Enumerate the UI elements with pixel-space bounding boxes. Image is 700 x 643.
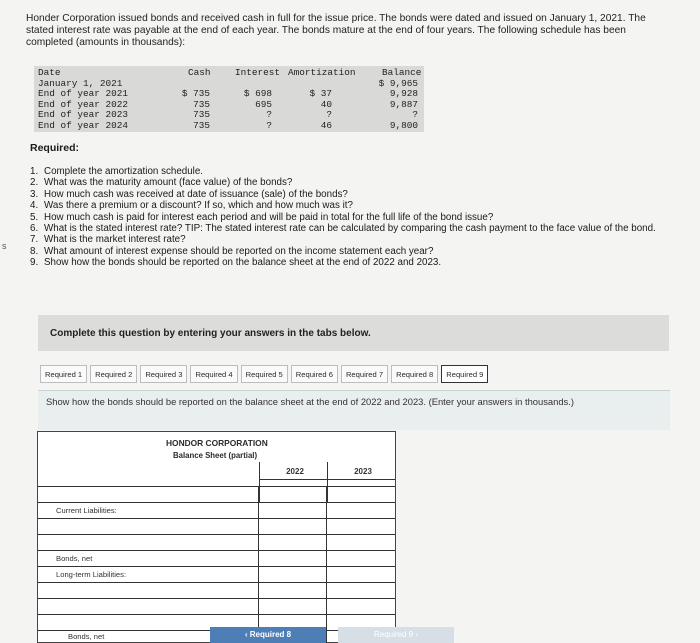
cell-2023[interactable] bbox=[328, 599, 395, 614]
amount-2023-input[interactable] bbox=[328, 584, 395, 599]
amount-2023-input[interactable] bbox=[328, 536, 395, 551]
year-2022-header: 2022 bbox=[286, 467, 304, 476]
required-item: 9. Show how the bonds should be reported on the balance sheet at the end of 2022 and 2023. bbox=[30, 257, 442, 269]
schedule-balance-header: Balance bbox=[382, 67, 422, 78]
table-row bbox=[38, 598, 395, 614]
cell-2022[interactable] bbox=[260, 599, 327, 614]
table-row bbox=[38, 566, 395, 582]
cell-2023[interactable] bbox=[328, 503, 395, 518]
required-heading: Required: bbox=[30, 142, 80, 154]
required-item: 6. What is the stated interest rate? TIP: The stated interest rate can be calculated by comparing the cash payment to the face value of the bond. bbox=[30, 223, 656, 235]
tab-required-5[interactable]: Required 5 bbox=[241, 365, 288, 383]
tab-required-3[interactable]: Required 3 bbox=[140, 365, 187, 383]
header-divider bbox=[259, 479, 395, 480]
amount-2023-input[interactable] bbox=[328, 552, 395, 567]
question-instruction: Show how the bonds should be reported on the balance sheet at the end of 2022 and 2023. (Enter your answers in thousands.) bbox=[46, 396, 574, 407]
cell-2022[interactable] bbox=[260, 519, 327, 534]
question-panel bbox=[38, 390, 670, 430]
table-row bbox=[38, 486, 395, 502]
schedule-amortization-column: $ 37 40 ? 46 bbox=[309, 88, 332, 131]
amount-2022-input[interactable] bbox=[260, 552, 326, 567]
statement-title: Balance Sheet (partial) bbox=[173, 451, 258, 460]
table-row bbox=[38, 534, 395, 550]
tab-required-2[interactable]: Required 2 bbox=[90, 365, 137, 383]
cell-2023[interactable] bbox=[328, 519, 395, 534]
cell-2022[interactable] bbox=[260, 503, 327, 518]
tab-required-6[interactable]: Required 6 bbox=[291, 365, 338, 383]
required-item: 1. Complete the amortization schedule. bbox=[30, 166, 204, 177]
schedule-cash-column: $ 735 735 735 735 bbox=[181, 88, 210, 131]
amount-2022-input[interactable] bbox=[260, 504, 326, 519]
tab-required-7[interactable]: Required 7 bbox=[341, 365, 388, 383]
required-item: 3. How much cash was received at date of issuance (sale) of the bonds? bbox=[30, 188, 348, 200]
schedule-balance-column: $ 9,965 9,928 9,887 ? 9,800 bbox=[378, 77, 418, 131]
amount-2023-input[interactable] bbox=[328, 488, 395, 503]
cell-2023[interactable] bbox=[328, 487, 395, 502]
required-item: 7. What is the market interest rate? bbox=[30, 234, 186, 246]
row-label[interactable] bbox=[38, 519, 259, 534]
chevron-right-icon: › bbox=[413, 630, 419, 639]
cell-2022[interactable] bbox=[260, 487, 327, 502]
row-label: Bonds, net bbox=[38, 631, 259, 643]
required-item: 4. Was there a premium or a discount? If so, which and how much was it? bbox=[30, 200, 353, 212]
banner-text: Complete this question by entering your answers in the tabs below. bbox=[50, 328, 371, 339]
cell-2022[interactable] bbox=[260, 535, 327, 550]
row-label: Bonds, net bbox=[38, 551, 259, 566]
balance-sheet-table bbox=[37, 431, 396, 643]
amount-2022-input[interactable] bbox=[260, 568, 326, 583]
table-row bbox=[38, 582, 395, 598]
schedule-cash-header: Cash bbox=[188, 67, 211, 78]
amount-2022-input[interactable] bbox=[260, 536, 326, 551]
instructions-banner bbox=[38, 315, 669, 351]
row-label[interactable] bbox=[38, 583, 259, 598]
row-label[interactable] bbox=[38, 535, 259, 550]
next-label: Required 9 bbox=[373, 630, 414, 639]
tab-required-8[interactable]: Required 8 bbox=[391, 365, 438, 383]
side-mark: s bbox=[2, 241, 7, 251]
cell-2022[interactable] bbox=[260, 583, 327, 598]
cell-2022[interactable] bbox=[260, 567, 327, 582]
previous-required-button[interactable] bbox=[210, 627, 326, 643]
amount-2023-input[interactable] bbox=[328, 600, 395, 615]
amount-2022-input[interactable] bbox=[260, 520, 326, 535]
schedule-interest-header: Interest bbox=[235, 67, 281, 78]
amount-2022-input[interactable] bbox=[260, 584, 326, 599]
table-row bbox=[38, 518, 395, 534]
row-label[interactable] bbox=[38, 487, 259, 502]
required-item: 8. What amount of interest expense should be reported on the income statement each year? bbox=[30, 245, 434, 257]
cell-2022[interactable] bbox=[260, 551, 327, 566]
amortization-schedule bbox=[34, 66, 424, 132]
row-label: Current Liabilities: bbox=[38, 503, 259, 518]
table-row bbox=[38, 550, 395, 566]
schedule-date-column: Date January 1, 2021 End of year 2021 End of year 2022 End of year 2023 End of year 2024 bbox=[38, 67, 129, 131]
company-name: HONDOR CORPORATION bbox=[166, 438, 268, 448]
problem-intro: Honder Corporation issued bonds and received cash in full for the issue price. The bonds were dated and issued on January 1, 2021. The stated interest rate was payable at the end of each year. The bonds mature at the end of four years. The following schedule has been completed (amounts in thousands): bbox=[26, 13, 646, 48]
required-item: 2. What was the maturity amount (face value) of the bonds? bbox=[30, 177, 293, 189]
amount-2023-input[interactable] bbox=[328, 520, 395, 535]
cell-2023[interactable] bbox=[328, 583, 395, 598]
schedule-interest-column: $ 698 695 ? ? bbox=[243, 88, 272, 131]
chevron-left-icon: ‹ bbox=[244, 630, 250, 639]
schedule-amortization-header: Amortization bbox=[288, 67, 356, 78]
tab-required-9[interactable]: Required 9 bbox=[441, 365, 488, 383]
row-label[interactable] bbox=[38, 599, 259, 614]
required-tabs bbox=[40, 365, 491, 385]
tab-required-1[interactable]: Required 1 bbox=[40, 365, 87, 383]
tab-required-4[interactable]: Required 4 bbox=[190, 365, 237, 383]
cell-2023[interactable] bbox=[328, 567, 395, 582]
cell-2023[interactable] bbox=[328, 535, 395, 550]
required-list bbox=[30, 166, 680, 269]
required-item: 5. How much cash is paid for interest each period and will be paid in total for the full life of the bond issue? bbox=[30, 211, 494, 223]
next-required-button[interactable] bbox=[338, 627, 454, 643]
table-row bbox=[38, 502, 395, 518]
row-label: Long-term Liabilities: bbox=[38, 567, 259, 582]
amount-2023-input[interactable] bbox=[328, 568, 395, 583]
previous-label: Required 8 bbox=[249, 630, 292, 639]
amount-2022-input[interactable] bbox=[260, 600, 326, 615]
amount-2022-input[interactable] bbox=[260, 488, 326, 503]
cell-2023[interactable] bbox=[328, 551, 395, 566]
amount-2023-input[interactable] bbox=[328, 504, 395, 519]
year-2023-header: 2023 bbox=[354, 467, 372, 476]
